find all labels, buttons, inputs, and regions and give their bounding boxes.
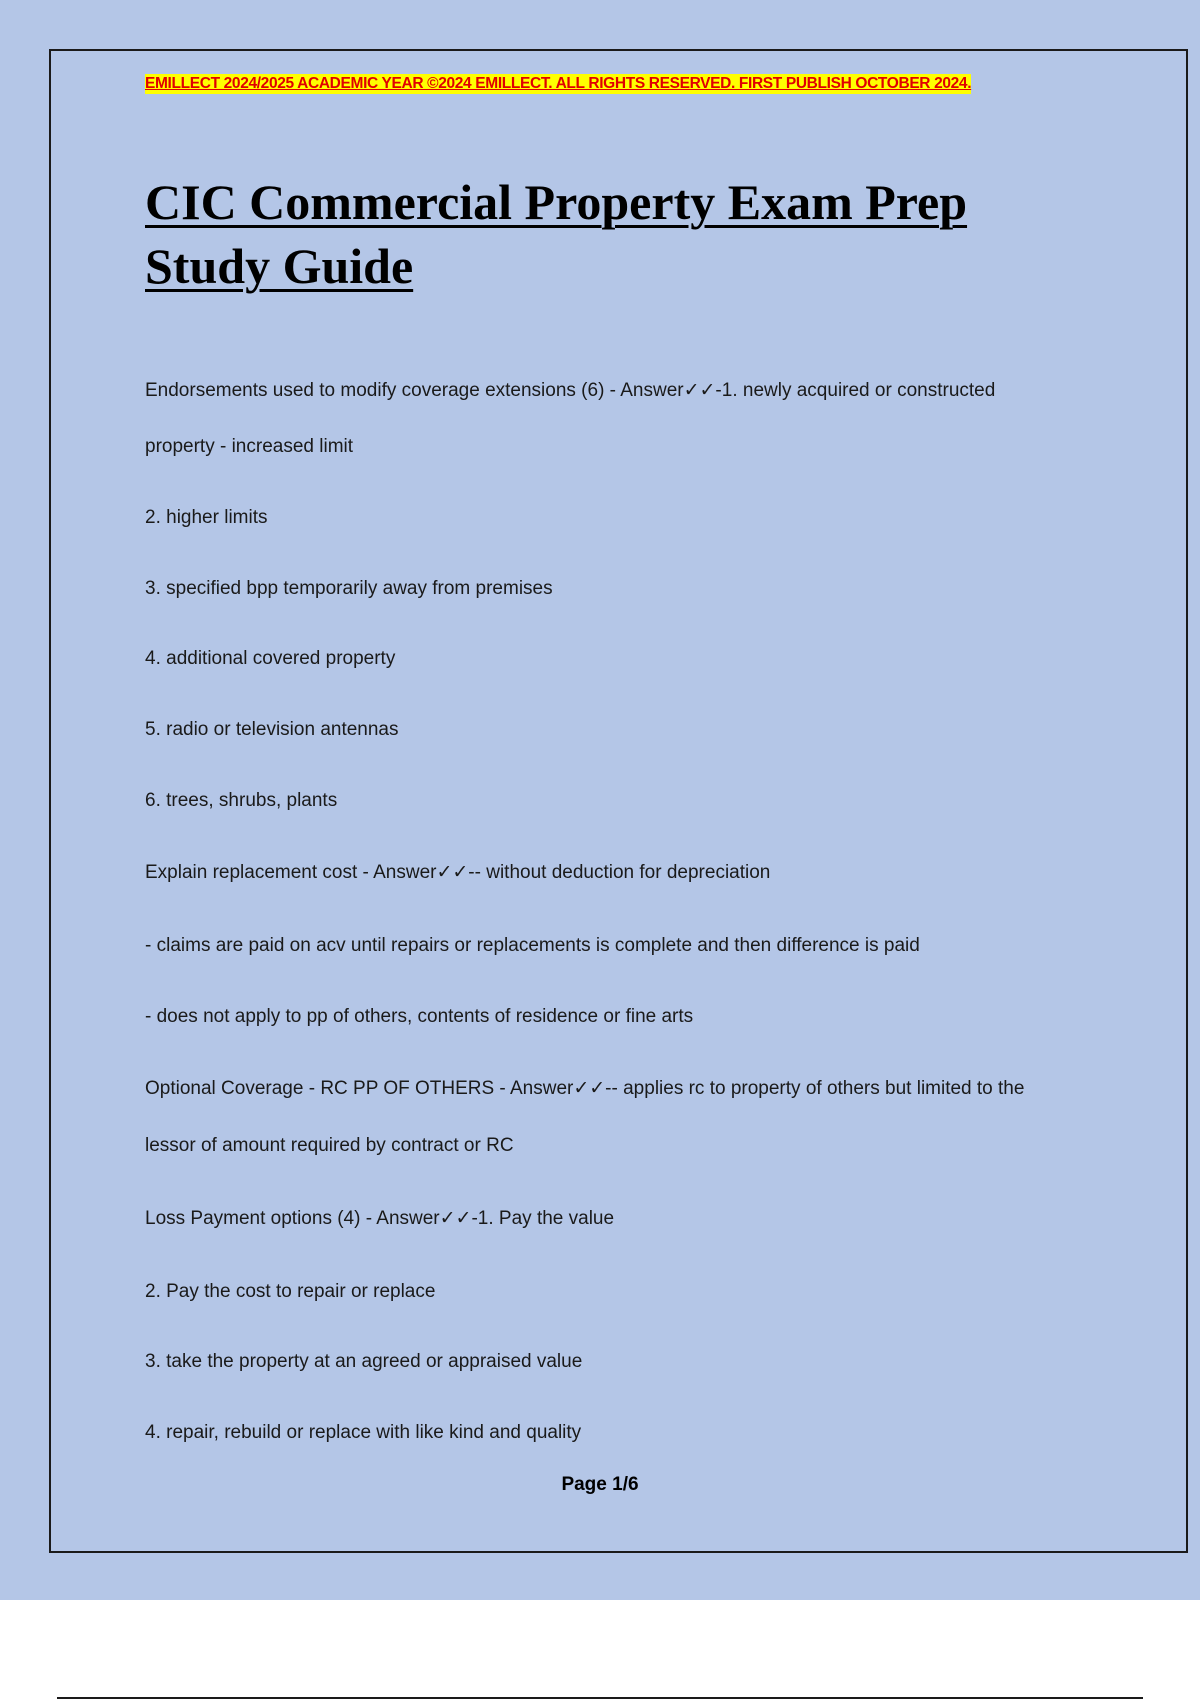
body-line: Loss Payment options (4) - Answer✓✓-1. Pay the value [145,1208,615,1229]
body-line: Optional Coverage - RC PP OF OTHERS - Answer✓✓-- applies rc to property of others but limited to the [145,1078,1025,1099]
body-line: 4. repair, rebuild or replace with like kind and quality [145,1422,582,1443]
copyright-banner: EMILLECT 2024/2025 ACADEMIC YEAR ©2024 EMILLECT. ALL RIGHTS RESERVED. FIRST PUBLISH OCTOBER 2024. [145,75,972,92]
body-line: 4. additional covered property [145,648,396,669]
next-page-divider [57,1697,1143,1699]
body-line: Explain replacement cost - Answer✓✓-- without deduction for depreciation [145,862,771,883]
page-number: Page 1/6 [561,1474,639,1495]
body-line: Endorsements used to modify coverage extensions (6) - Answer✓✓-1. newly acquired or constructed [145,380,996,401]
body-line: property - increased limit [145,436,354,457]
body-line: 6. trees, shrubs, plants [145,790,338,811]
body-line: 3. take the property at an agreed or appraised value [145,1351,583,1372]
document-title-line-2: Study Guide [145,238,414,294]
body-line: 2. Pay the cost to repair or replace [145,1281,436,1302]
body-line: - claims are paid on acv until repairs or replacements is complete and then difference is paid [145,935,920,956]
document-title [145,170,1075,298]
body-line: 2. higher limits [145,507,268,528]
body-line: - does not apply to pp of others, contents of residence or fine arts [145,1006,694,1027]
document-title-line-1: CIC Commercial Property Exam Prep [145,174,968,230]
body-line: 5. radio or television antennas [145,719,399,740]
body-line: lessor of amount required by contract or RC [145,1135,514,1156]
body-line: 3. specified bpp temporarily away from premises [145,578,553,599]
